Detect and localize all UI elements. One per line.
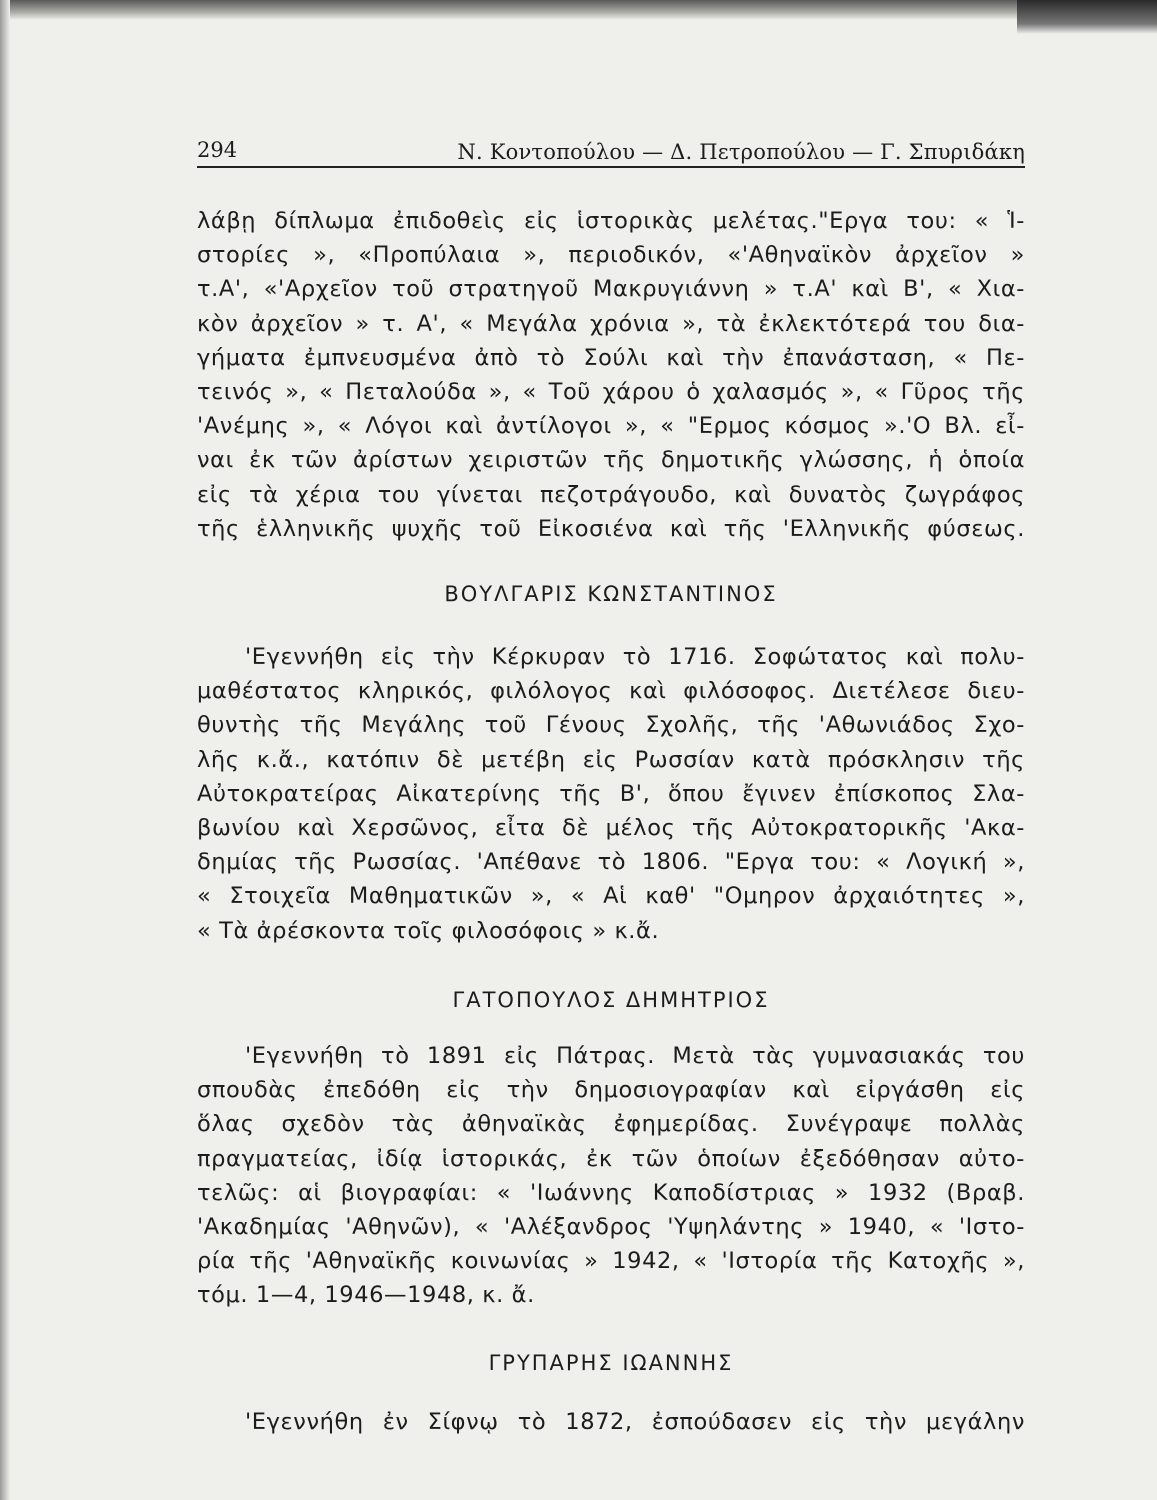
scan-corner-shadow — [1017, 0, 1157, 34]
running-title: Ν. Κοντοπούλου — Δ. Πετροπούλου — Γ. Σπυριδάκη — [457, 140, 1025, 164]
page-number: 294 — [197, 138, 238, 162]
header-rule — [197, 166, 1025, 168]
text-line: πραγματείας, ἰδίᾳ ἱστορικάς, ἐκ τῶν ὁποίων ἐξεδόθησαν αὐτο- — [197, 1145, 1025, 1172]
text-line: « Στοιχεῖα Μαθηματικῶν », « Αἱ καθ' "Ομηρον ἀρχαιότητες », — [197, 883, 1025, 910]
text-line: 'Εγεννήθη τὸ 1891 εἰς Πάτρας. Μετὰ τὰς γυμνασιακάς του — [245, 1043, 1025, 1069]
page-header — [197, 138, 1025, 174]
text-line: « Τὰ ἀρέσκοντα τοῖς φιλοσόφοις » κ.ἄ. — [197, 917, 660, 944]
text-line: ναι ἐκ τῶν ἀρίστων χειριστῶν τῆς δημοτικῆς γλώσσης, ἡ ὁποία — [197, 447, 1025, 474]
text-line: τόμ. 1—4, 1946—1948, κ. ἄ. — [197, 1282, 535, 1309]
text-line: λῆς κ.ἄ., κατόπιν δὲ μετέβη εἰς Ρωσσίαν κατὰ πρόσκλησιν τῆς — [197, 746, 1025, 773]
text-line: εἰς τὰ χέρια του γίνεται πεζοτράγουδο, καὶ δυνατὸς ζωγράφος — [197, 481, 1025, 508]
entry-heading: ΓΡΥΠΑΡΗΣ ΙΩΑΝΝΗΣ — [488, 1351, 734, 1375]
scan-top-edge — [0, 0, 1157, 20]
entry-paragraph — [197, 1405, 1025, 1439]
entry-paragraph — [197, 640, 1025, 948]
text-line: θυντὴς τῆς Μεγάλης τοῦ Γένους Σχολῆς, τῆς 'Αθωνιάδος Σχο- — [197, 712, 1025, 739]
text-line: 'Ανέμης », « Λόγοι καὶ ἀντίλογοι », « "Ερμος κόσμος ».'Ο Βλ. εἶ- — [197, 413, 1025, 440]
scan-left-edge — [0, 0, 10, 1500]
text-line: βωνίου καὶ Χερσῶνος, εἶτα δὲ μέλος τῆς Αὐτοκρατορικῆς 'Ακα- — [197, 814, 1025, 841]
entry-paragraph — [197, 1039, 1025, 1313]
text-line: κὸν ἀρχεῖον » τ. Α', « Μεγάλα χρόνια », τὰ ἐκλεκτότερά του δια- — [197, 310, 1025, 337]
text-line: Αὐτοκρατείρας Αἰκατερίνης τῆς Β', ὅπου ἔγινεν ἐπίσκοπος Σλα- — [197, 780, 1025, 807]
text-line: τεινός », « Πεταλούδα », « Τοῦ χάρου ὁ χαλασμός », « Γῦρος τῆς — [197, 378, 1025, 405]
text-line: ρία τῆς 'Αθηναϊκῆς κοινωνίας » 1942, « 'Ιστορία τῆς Κατοχῆς », — [197, 1248, 1025, 1275]
text-line: γήματα ἐμπνευσμένα ἀπὸ τὸ Σούλι καὶ τὴν ἐπανάσταση, « Πε- — [197, 344, 1025, 371]
text-line: λάβῃ δίπλωμα ἐπιδοθεὶς εἰς ἱστορικὰς μελέτας."Εργα του: « Ἱ- — [197, 208, 1025, 234]
text-line: μαθέστατος κληρικός, φιλόλογος καὶ φιλόσοφος. Διετέλεσε διευ- — [197, 678, 1025, 705]
text-line: σπουδὰς ἐπεδόθη εἰς τὴν δημοσιογραφίαν καὶ εἰργάσθη εἰς — [197, 1077, 1025, 1104]
text-line: 'Εγεννήθη ἐν Σίφνῳ τὸ 1872, ἐσπούδασεν εἰς τὴν μεγάλην — [245, 1409, 1025, 1435]
entry-heading: ΒΟΥΛΓΑΡΙΣ ΚΩΝΣΤΑΝΤΙΝΟΣ — [444, 582, 778, 606]
text-line: τῆς ἑλληνικῆς ψυχῆς τοῦ Εἰκοσιένα καὶ τῆς 'Ελληνικῆς φύσεως. — [197, 515, 1025, 542]
text-line: 'Εγεννήθη εἰς τὴν Κέρκυραν τὸ 1716. Σοφώτατος καὶ πολυ- — [245, 644, 1025, 670]
text-line: στορίες », «Προπύλαια », περιοδικόν, «'Αθηναϊκὸν ἀρχεῖον » — [197, 242, 1025, 269]
continuation-paragraph — [197, 204, 1025, 546]
text-line: δημίας τῆς Ρωσσίας. 'Απέθανε τὸ 1806. "Εργα του: « Λογική », — [197, 849, 1025, 876]
text-line: τ.Α', «'Αρχεῖον τοῦ στρατηγοῦ Μακρυγιάννη » τ.Α' καὶ Β', « Χια- — [197, 276, 1025, 303]
text-line: τελῶς: αἱ βιογραφίαι: « 'Ιωάννης Καποδίστριας » 1932 (Βραβ. — [197, 1179, 1025, 1206]
entry-heading: ΓΑΤΟΠΟΥΛΟΣ ΔΗΜΗΤΡΙΟΣ — [452, 988, 770, 1012]
text-line: ὅλας σχεδὸν τὰς ἀθηναϊκὰς ἐφημερίδας. Συνέγραψε πολλὰς — [197, 1111, 1025, 1138]
text-line: 'Ακαδημίας 'Αθηνῶν), « 'Αλέξανδρος 'Υψηλάντης » 1940, « 'Ιστο- — [197, 1213, 1025, 1240]
